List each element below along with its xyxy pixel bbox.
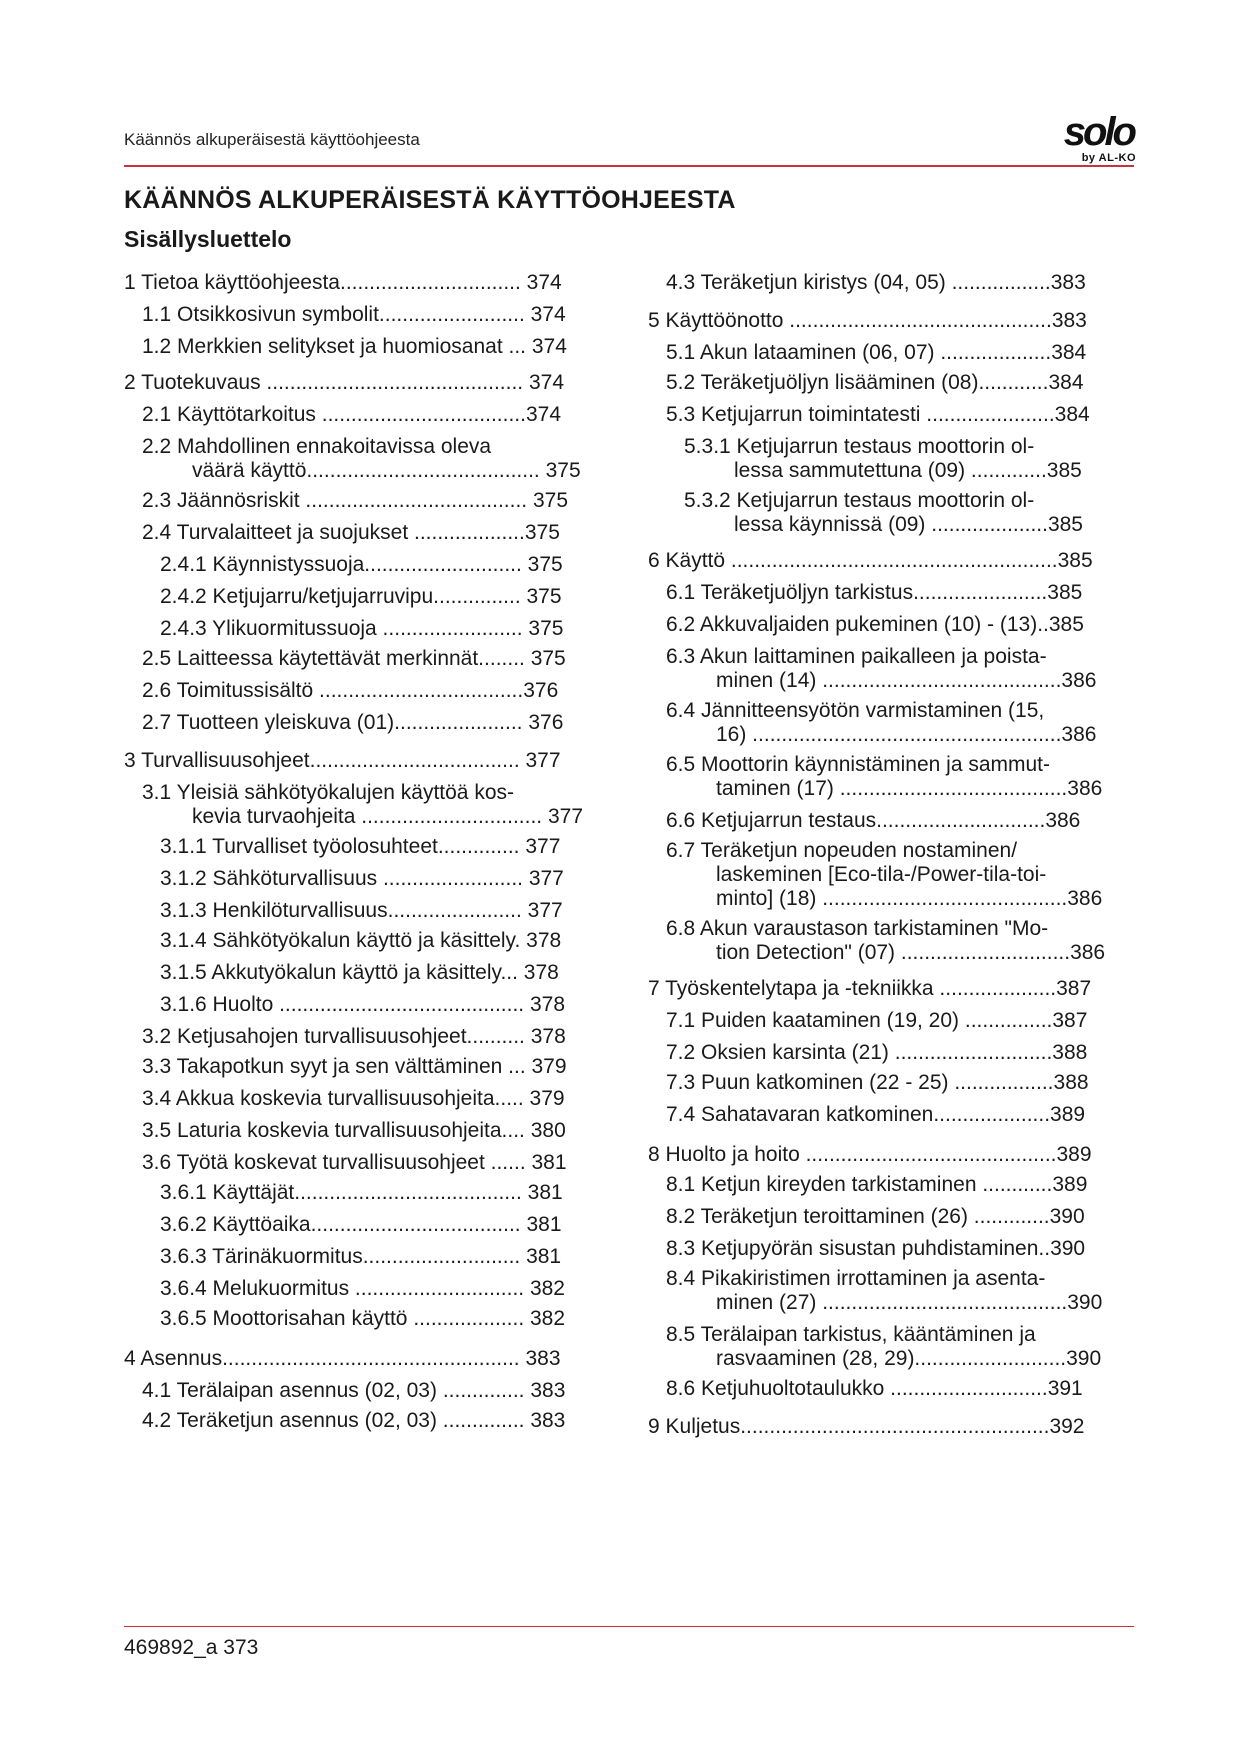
toc-left-entry-27: 3.6.1 Käyttäjät....................................... 381	[160, 1181, 563, 1204]
toc-left-entry-25: 3.5 Laturia koskevia turvallisuusohjeita.... 380	[142, 1119, 566, 1142]
toc-right-entry-13: 6.6 Ketjujarrun testaus.............................386	[666, 809, 1081, 832]
toc-left-entry-15-line-1: kevia turvaohjeita ............................... 377	[192, 805, 584, 828]
toc-left-entry-0: 1 Tietoa käyttöohjeesta............................... 374	[124, 271, 562, 294]
toc-left-entry-5: 2.2 Mahdollinen ennakoitavissa oleva	[142, 435, 492, 458]
toc-left-entry-29: 3.6.3 Tärinäkuormitus........................... 381	[160, 1245, 562, 1268]
toc-left-entry-5-line-1: väärä käyttö........................................ 375	[192, 459, 581, 482]
running-header-title: Käännös alkuperäisestä käyttöohjeesta	[124, 130, 420, 149]
toc-right-entry-15: 6.8 Akun varaustason tarkistaminen "Mo-	[666, 917, 1049, 940]
toc-right-entry-11-line-1: 16) .....................................................386	[716, 723, 1097, 746]
toc-left-entry-34: 4.2 Teräketjun asennus (02, 03) .............. 383	[142, 1409, 566, 1432]
logo-main-text: solo	[1063, 110, 1134, 154]
toc-right-entry-11: 6.4 Jännitteensyötön varmistaminen (15,	[666, 699, 1045, 722]
toc-left-entry-3: 2 Tuotekuvaus ............................................ 374	[124, 371, 565, 394]
toc-right-entry-14: 6.7 Teräketjun nopeuden nostaminen/	[666, 839, 1018, 862]
toc-left-entry-8: 2.4.1 Käynnistyssuoja........................... 375	[160, 553, 563, 576]
toc-left-entry-12: 2.6 Toimitussisältö ...................................376	[142, 679, 559, 702]
toc-left-entry-26: 3.6 Työtä koskevat turvallisuusohjeet ...... 381	[142, 1151, 567, 1174]
toc-right-entry-20: 7.4 Sahatavaran katkominen....................389	[666, 1103, 1086, 1126]
toc-left-entry-18: 3.1.3 Henkilöturvallisuus....................... 377	[160, 899, 563, 922]
toc-left-entry-14: 3 Turvallisuusohjeet.................................... 377	[124, 749, 561, 772]
logo-sub-text: by AL-KO	[1081, 152, 1136, 164]
toc-right-entry-26-line-1: rasvaaminen (28, 29)..........................390	[716, 1347, 1102, 1370]
toc-right-entry-0: 4.3 Teräketjun kiristys (04, 05) .................383	[666, 271, 1086, 294]
toc-right-entry-23: 8.2 Teräketjun teroittaminen (26) .............390	[666, 1205, 1085, 1228]
toc-heading: Sisällysluettelo	[124, 226, 292, 252]
toc-left-entry-19: 3.1.4 Sähkötyökalun käyttö ja käsittely. 378	[160, 929, 562, 952]
footer-page-label: 469892_a 373	[124, 1636, 259, 1659]
toc-right-entry-25-line-1: minen (27) ..........................................390	[716, 1291, 1103, 1314]
toc-left-entry-24: 3.4 Akkua koskevia turvallisuusohjeita..... 379	[142, 1087, 565, 1110]
toc-right-entry-5-line-1: lessa sammutettuna (09) .............385	[734, 459, 1082, 482]
toc-right-entry-12-line-1: taminen (17) .......................................386	[716, 777, 1103, 800]
toc-right-entry-8: 6.1 Teräketjuöljyn tarkistus.......................385	[666, 581, 1083, 604]
toc-right-entry-14-line-1: laskeminen [Eco-tila-/Power-tila-toi-	[716, 863, 1047, 886]
toc-left-entry-6: 2.3 Jäännösriskit ...................................... 375	[142, 489, 568, 512]
toc-left-entry-11: 2.5 Laitteessa käytettävät merkinnät........ 375	[142, 647, 566, 670]
toc-right-entry-15-line-1: tion Detection" (07) .............................386	[716, 941, 1106, 964]
toc-right-entry-9: 6.2 Akkuvaljaiden pukeminen (10) - (13)..385	[666, 613, 1084, 636]
toc-right-entry-21: 8 Huolto ja hoito ...........................................389	[648, 1143, 1092, 1166]
toc-left-entry-1: 1.1 Otsikkosivun symbolit......................... 374	[142, 303, 566, 326]
toc-right-entry-24: 8.3 Ketjupyörän sisustan puhdistaminen..390	[666, 1237, 1086, 1260]
toc-right-entry-12: 6.5 Moottorin käynnistäminen ja sammut-	[666, 753, 1050, 776]
toc-left-entry-4: 2.1 Käyttötarkoitus ...................................374	[142, 403, 562, 426]
toc-right-entry-7: 6 Käyttö ........................................................385	[648, 549, 1093, 572]
brand-logo	[1028, 112, 1138, 170]
toc-left-entry-28: 3.6.2 Käyttöaika.................................... 381	[160, 1213, 562, 1236]
toc-left-entry-33: 4.1 Terälaipan asennus (02, 03) .............. 383	[142, 1379, 566, 1402]
toc-right-entry-17: 7.1 Puiden kaataminen (19, 20) ...............387	[666, 1009, 1088, 1032]
toc-left-entry-31: 3.6.5 Moottorisahan käyttö ................... 382	[160, 1307, 566, 1330]
toc-left-entry-16: 3.1.1 Turvalliset työolosuhteet.............. 377	[160, 835, 561, 858]
toc-left-entry-22: 3.2 Ketjusahojen turvallisuusohjeet.......... 378	[142, 1025, 566, 1048]
toc-left-entry-20: 3.1.5 Akkutyökalun käyttö ja käsittely... 378	[160, 961, 559, 984]
toc-left-entry-10: 2.4.3 Ylikuormitussuoja ........................ 375	[160, 617, 564, 640]
toc-right-entry-10-line-1: minen (14) .........................................386	[716, 669, 1097, 692]
toc-right-entry-3: 5.2 Teräketjuöljyn lisääminen (08)............384	[666, 371, 1084, 394]
toc-left-entry-15: 3.1 Yleisiä sähkötyökalujen käyttöä kos-	[142, 781, 514, 804]
toc-right-entry-4: 5.3 Ketjujarrun toimintatesti ......................384	[666, 403, 1090, 426]
toc-left-entry-13: 2.7 Tuotteen yleiskuva (01)...................... 376	[142, 711, 564, 734]
toc-right-entry-22: 8.1 Ketjun kireyden tarkistaminen ............389	[666, 1173, 1088, 1196]
footer-rule	[124, 1626, 1134, 1627]
header-rule	[124, 165, 1134, 167]
toc-left-entry-32: 4 Asennus................................................... 383	[124, 1347, 561, 1370]
toc-right-entry-18: 7.2 Oksien karsinta (21) ...........................388	[666, 1041, 1088, 1064]
toc-right-entry-16: 7 Työskentelytapa ja -tekniikka ....................387	[648, 977, 1092, 1000]
toc-right-entry-5: 5.3.1 Ketjujarrun testaus moottorin ol-	[684, 435, 1035, 458]
toc-left-entry-17: 3.1.2 Sähköturvallisuus ........................ 377	[160, 867, 564, 890]
page-title: KÄÄNNÖS ALKUPERÄISESTÄ KÄYTTÖOHJEESTA	[124, 186, 736, 214]
toc-left-entry-9: 2.4.2 Ketjujarru/ketjujarruvipu............... 375	[160, 585, 562, 608]
toc-right-entry-27: 8.6 Ketjuhuoltotaulukko ...........................391	[666, 1377, 1083, 1400]
toc-left-entry-30: 3.6.4 Melukuormitus ............................. 382	[160, 1277, 565, 1300]
toc-right-entry-6: 5.3.2 Ketjujarrun testaus moottorin ol-	[684, 489, 1035, 512]
toc-left-entry-21: 3.1.6 Huolto .......................................... 378	[160, 993, 565, 1016]
toc-right-entry-1: 5 Käyttöönotto .............................................383	[648, 309, 1087, 332]
toc-left-entry-7: 2.4 Turvalaitteet ja suojukset ...................375	[142, 521, 560, 544]
toc-right-entry-25: 8.4 Pikakiristimen irrottaminen ja asenta-	[666, 1267, 1046, 1290]
toc-right-entry-6-line-1: lessa käynnissä (09) ....................385	[734, 513, 1083, 536]
toc-right-entry-14-line-2: minto] (18) ..........................................386	[716, 887, 1103, 910]
toc-left-entry-2: 1.2 Merkkien selitykset ja huomiosanat ... 374	[142, 335, 567, 358]
toc-right-entry-28: 9 Kuljetus.....................................................392	[648, 1415, 1085, 1438]
toc-right-entry-10: 6.3 Akun laittaminen paikalleen ja poista-	[666, 645, 1047, 668]
toc-right-entry-26: 8.5 Terälaipan tarkistus, kääntäminen ja	[666, 1323, 1036, 1346]
toc-right-entry-19: 7.3 Puun katkominen (22 - 25) .................388	[666, 1071, 1089, 1094]
toc-left-entry-23: 3.3 Takapotkun syyt ja sen välttäminen ... 379	[142, 1055, 567, 1078]
toc-right-entry-2: 5.1 Akun lataaminen (06, 07) ...................384	[666, 341, 1087, 364]
